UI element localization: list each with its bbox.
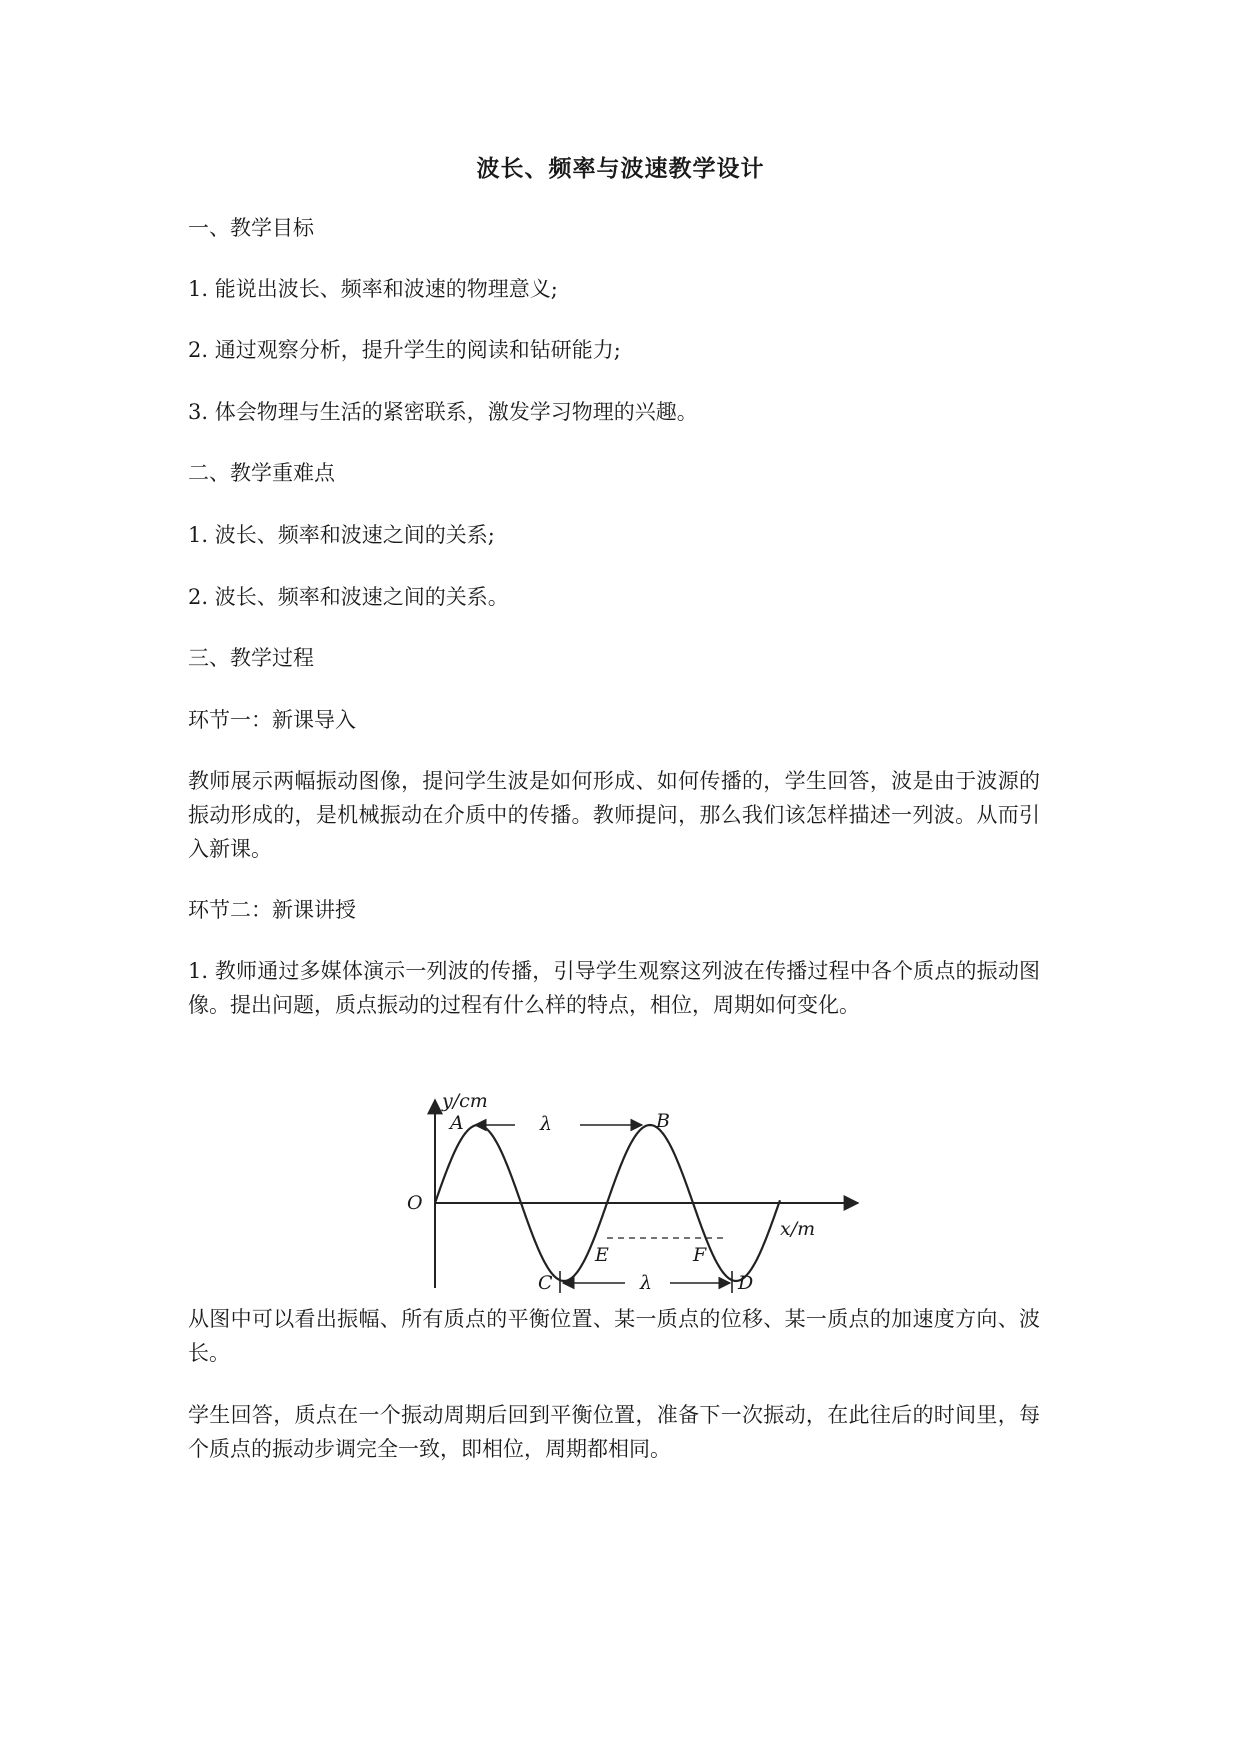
point-label-c: C — [538, 1272, 553, 1294]
x-axis-label: x/m — [780, 1218, 816, 1240]
wave-diagram-svg — [380, 1088, 880, 1333]
goal-item-1: 1. 能说出波长、频率和波速的物理意义; — [188, 277, 558, 301]
y-axis-label: y/cm — [442, 1090, 488, 1112]
goal-item-3: 3. 体会物理与生活的紧密联系，激发学习物理的兴趣。 — [188, 400, 698, 424]
step1-heading: 环节一：新课导入 — [188, 708, 356, 732]
goal-item-2: 2. 通过观察分析，提升学生的阅读和钻研能力; — [188, 338, 621, 362]
keypoint-item-1: 1. 波长、频率和波速之间的关系; — [188, 523, 495, 547]
point-label-a: A — [450, 1112, 464, 1134]
keypoint-item-2: 2. 波长、频率和波速之间的关系。 — [188, 585, 509, 609]
point-label-b: B — [656, 1110, 670, 1132]
point-label-d: D — [738, 1272, 754, 1294]
document-title: 波长、频率与波速教学设计 — [476, 155, 765, 182]
wavelength-label-top: λ — [540, 1113, 553, 1135]
point-label-e: E — [595, 1244, 609, 1266]
section-heading-process: 三、教学过程 — [188, 646, 314, 670]
section-heading-goals: 一、教学目标 — [188, 216, 314, 240]
wave-diagram — [380, 1088, 880, 1333]
student-answer-paragraph: 学生回答，质点在一个振动周期后回到平衡位置，准备下一次振动，在此往后的时间里，每个质点的振动步调完全一致，即相位，周期都相同。 — [188, 1403, 1040, 1461]
step2-heading: 环节二：新课讲授 — [188, 898, 356, 922]
figure-explanation-paragraph: 从图中可以看出振幅、所有质点的平衡位置、某一质点的位移、某一质点的加速度方向、波长。 — [188, 1307, 1040, 1365]
point-label-f: F — [693, 1244, 707, 1266]
step1-paragraph: 教师展示两幅振动图像，提问学生波是如何形成、如何传播的，学生回答，波是由于波源的振动形成的，是机械振动在介质中的传播。教师提问，那么我们该怎样描述一列波。从而引入新课。 — [188, 769, 1040, 861]
wavelength-label-bottom: λ — [640, 1272, 653, 1294]
origin-label: O — [407, 1192, 423, 1214]
section-heading-keypoints: 二、教学重难点 — [188, 461, 335, 485]
step2-paragraph: 1. 教师通过多媒体演示一列波的传播，引导学生观察这列波在传播过程中各个质点的振动图像。提出问题，质点振动的过程有什么样的特点，相位，周期如何变化。 — [188, 959, 1040, 1017]
